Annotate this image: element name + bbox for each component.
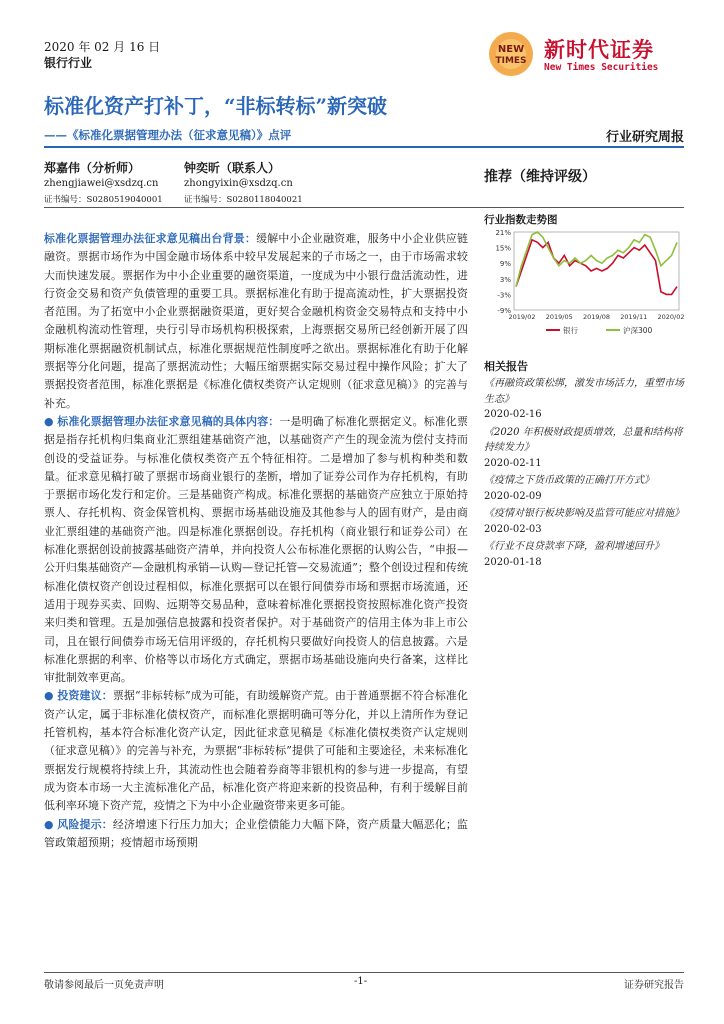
x-tick-label: 2020/02 xyxy=(657,313,684,321)
risk-heading: 风险提示： xyxy=(57,817,113,831)
y-tick-label: -3% xyxy=(497,291,511,300)
contact-name: 钟奕昕（联系人） xyxy=(184,161,281,175)
related-report-title: 《再融资政策松绑，激发市场活力，重塑市场生态》 xyxy=(484,378,684,405)
risk-paragraph xyxy=(44,816,468,853)
legend-label: 沪深300 xyxy=(623,326,653,335)
y-tick-label: -9% xyxy=(497,307,511,315)
advice-text: 票据“非标转标”成为可能，有助缓解资产荒。由于普通票据不符合标准化资产认定，属于非标准化债权资产，而标准化票据明确可等分化，并以上清所作为登记托管机构，基本符合标准化资产认定，因此征求意见稿是《标准化债权类资产认定规则（征求意见稿）》的完善与补充，为票据“非标转标”提供了可能和主要途径，未来标准化票据发行规模将持续上升，其流动性也会随着券商等非银机构的参与进一步提高，有望成为资本市场一大主流标准化产品，标准化资产将迎来新的投资品种，有利于缓解目前低利率环境下资产荒，疫情之下为中小企业融资带来更多可能。 xyxy=(44,689,468,813)
advice-paragraph xyxy=(44,687,468,815)
related-report-date: 2020-02-09 xyxy=(484,490,542,502)
related-report-title: 《疫情之下货币政策的正确打开方式》 xyxy=(484,475,654,486)
legend-label: 银行 xyxy=(563,326,578,335)
x-tick-label: 2019/11 xyxy=(620,313,648,321)
industry-index-chart xyxy=(484,226,684,346)
x-tick-label: 2019/05 xyxy=(545,313,573,321)
bullet-icon: ● xyxy=(44,817,54,831)
related-report-title: 《行业不良贷款率下降，盈利增速回升》 xyxy=(484,541,664,552)
related-report-title: 《2020 年积极财政提质增效，总量和结构将持续发力》 xyxy=(484,426,683,453)
background-paragraph xyxy=(44,230,468,413)
page-title: 标准化资产打补丁，“非标转标”新突破 xyxy=(44,94,388,118)
logo-chinese-name: 新时代证券 xyxy=(544,37,654,62)
report-type: 行业研究周报 xyxy=(605,130,684,145)
related-report-item[interactable] xyxy=(484,473,684,504)
analyst-email[interactable]: zhengjiawei@xsdzq.cn xyxy=(44,178,159,189)
related-reports-list xyxy=(484,376,684,572)
content-text: 一是明确了标准化票据定义。标准化票据是指存托机构归集商业汇票组建基础资产池，以基础资产产生的现金流为偿付支持而创设的受益证券。与标准化债权类资产五个特征相符。二是增加了参与机构种类和数量。征求意见稿打破了票据市场商业银行的垄断，增加了证券公司作为存托机构，有助于票据市场化发行和定价。三是基础资产构成。标准化票据的基础资产应独立于原始持票人、存托机构、资金保管机构、票据市场基础设施及其他参与人的固有财产，是由商业汇票组建的基础资产池。四是标准化票据创设。存托机构（商业银行和证券公司）在标准化票据创设前披露基础资产清单，并向投资人公布标准化票据的认购公告，“申报—公开归集基础资产—金融机构承销—认购—登记托管—交易流通”；整个创设过程和传统标准化债权资产创设过程相似，标准化票据可以在银行间债券市场和票据市场流通，还适用于现券买卖、回购、远期等交易品种，意味着标准化票据投资按照标准化资产投资来归类和管理。五是加强信息披露和投资者保护。对于基础资产的信用主体为非上市公司，且在银行间债券市场无信用评级的，存托机构只要做好向投资人的信息披露。六是标准化票据的利率、价格等以市场化方式确定，票据市场基础设施向央行备案，这样比审批制效率更高。 xyxy=(44,414,468,685)
page-number: -1- xyxy=(354,976,368,987)
related-report-date: 2020-02-11 xyxy=(484,457,542,469)
logo-badge-line1: NEW xyxy=(497,44,525,55)
x-tick-label: 2019/02 xyxy=(508,313,536,321)
related-reports-title: 相关报告 xyxy=(484,360,528,373)
contact-card xyxy=(184,160,303,208)
series-line-银行 xyxy=(516,240,677,295)
related-report-date: 2020-01-18 xyxy=(484,556,542,568)
risk-text: 经济增速下行压力加大；企业偿债能力大幅下降，资产质量大幅恶化；监管政策超预期；疫情超市场预期 xyxy=(44,817,468,849)
company-logo xyxy=(484,28,694,80)
advice-heading: 投资建议： xyxy=(57,689,113,703)
footer-divider xyxy=(44,972,684,973)
logo-badge-icon xyxy=(484,30,538,78)
report-date: 2020 年 02 月 16 日 xyxy=(44,40,161,54)
analyst-cert: 证书编号：S0280519040001 xyxy=(44,195,163,205)
y-tick-label: 21% xyxy=(495,229,511,237)
related-report-date: 2020-02-16 xyxy=(484,409,542,420)
contact-cert: 证书编号：S0280118040021 xyxy=(184,195,303,205)
background-text: 缓解中小企业融资难，服务中小企业供应链融资。票据市场作为中国金融市场体系中较早发展起来的子市场之一，由于市场需求较大而快速发展。票据作为中小企业重要的融资渠道，一度成为中小银行盘活流动性，进行资金交易和资产负债管理的重要工具。票据标准化有助于提高流动性，扩大票据投资者范围。为了拓宽中小企业票据融资渠道，更好契合金融机构资金交易特点和支持中小金融机构流动性管理，央行引导市场机构积极探索，上海票据交易所已经创新开展了四期标准化票据融资机制试点，标准化票据规范性制度呼之欲出。票据标准化有助于化解票据等分化问题，提高了票据流动性；大幅压缩票据实际交易过程中操作风险；扩大了票据投资者范围，标准化票据是《标准化债权类资产认定规则（征求意见稿）》的完善与补充。 xyxy=(44,232,469,410)
analyst-name: 郑嘉伟（分析师） xyxy=(44,161,141,175)
logo-english-name: New Times Securities xyxy=(544,62,659,73)
bullet-icon: ● xyxy=(44,689,54,703)
bullet-icon: ● xyxy=(44,414,54,428)
sector-label: 银行行业 xyxy=(44,56,93,70)
analyst-card xyxy=(44,160,163,208)
header-divider xyxy=(44,146,684,148)
chart-svg xyxy=(484,226,684,346)
related-report-item[interactable] xyxy=(484,425,684,472)
logo-badge-line2: TIMES xyxy=(495,56,527,66)
related-report-item[interactable] xyxy=(484,506,684,537)
contact-email[interactable]: zhongyixin@xsdzq.cn xyxy=(184,178,293,189)
content-heading: 标准化票据管理办法征求意见稿的具体内容： xyxy=(57,414,280,428)
y-tick-label: 15% xyxy=(495,244,511,253)
y-tick-label: 9% xyxy=(499,260,511,269)
related-report-item[interactable] xyxy=(484,376,684,423)
rating-label: 推荐（维持评级） xyxy=(484,169,596,185)
footer-report-type: 证券研究报告 xyxy=(624,980,684,991)
y-tick-label: 3% xyxy=(499,275,511,284)
report-body xyxy=(44,230,468,852)
background-heading: 标准化票据管理办法征求意见稿出台背景： xyxy=(44,232,257,245)
x-tick-label: 2019/08 xyxy=(582,313,611,321)
footer-disclaimer[interactable]: 敬请参阅最后一页免责声明 xyxy=(44,980,164,991)
related-report-title: 《疫情对银行板块影响及监管可能应对措施》 xyxy=(484,508,684,519)
content-paragraph xyxy=(44,413,468,687)
page-subtitle: ——《标准化票据管理办法（征求意见稿）》点评 xyxy=(44,128,292,142)
analyst-divider xyxy=(44,207,684,208)
series-line-沪深300 xyxy=(516,232,677,287)
chart-title: 行业指数走势图 xyxy=(484,214,558,226)
related-report-date: 2020-02-03 xyxy=(484,523,542,535)
related-report-item[interactable] xyxy=(484,539,684,570)
